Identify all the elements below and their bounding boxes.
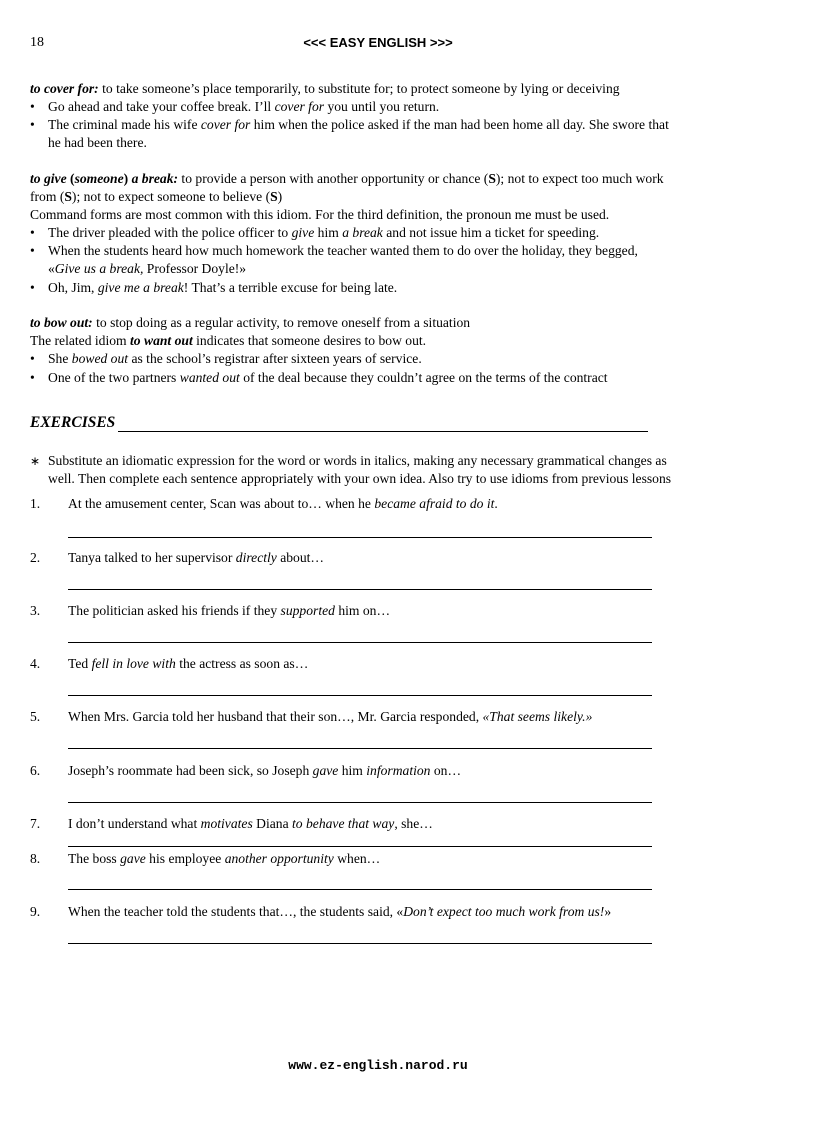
idiom-definition: to cover for: to take someone’s place temporarily, to substitute for; to protect someone by lying or deceiving xyxy=(30,81,620,96)
exercises-heading: EXERCISES xyxy=(30,414,116,431)
idiom-definition: to give (someone) a break: to provide a person with another opportunity or chance (S); not to expect too much work xyxy=(30,171,664,186)
heading-rule xyxy=(118,431,648,432)
exercise-number: 8. xyxy=(30,851,41,866)
exercise-number: 6. xyxy=(30,763,41,778)
answer-line[interactable] xyxy=(68,889,652,890)
example-continuation: he had been there. xyxy=(48,135,147,150)
idiom-term: to give xyxy=(30,171,67,186)
exercise-sentence: The boss gave his employee another opportunity when… xyxy=(68,851,381,866)
answer-line[interactable] xyxy=(68,943,652,944)
example-continuation: «Give us a break, Professor Doyle!» xyxy=(48,261,247,276)
exercise-sentence: Tanya talked to her supervisor directly about… xyxy=(68,550,325,565)
example-item: • Oh, Jim, give me a break! That’s a terrible excuse for being late. xyxy=(30,280,398,295)
page-title: <<< EASY ENGLISH >>> xyxy=(303,35,453,50)
bullet-icon: • xyxy=(30,99,35,114)
answer-line[interactable] xyxy=(68,846,652,847)
example-item: • The criminal made his wife cover for him when the police asked if the man had been home all day. She swore that xyxy=(30,117,669,132)
exercise-sentence: When Mrs. Garcia told her husband that their son…, Mr. Garcia responded, «That seems likely.» xyxy=(68,709,593,724)
exercise-number: 9. xyxy=(30,904,41,919)
asterisk-icon: ∗ xyxy=(30,454,41,468)
exercise-number: 3. xyxy=(30,603,41,618)
answer-line[interactable] xyxy=(68,748,652,749)
answer-line[interactable] xyxy=(68,642,652,643)
related-idiom-note: The related idiom to want out indicates that someone desires to bow out. xyxy=(30,333,427,348)
idiom-term: to cover for: xyxy=(30,81,99,96)
exercise-number: 4. xyxy=(30,656,41,671)
exercise-instructions-continued: well. Then complete each sentence appropriately with your own idea. Also try to use idioms from previous lessons xyxy=(48,471,672,486)
exercise-sentence: Ted fell in love with the actress as soon as… xyxy=(68,656,309,671)
exercise-sentence: The politician asked his friends if they supported him on… xyxy=(68,603,391,618)
answer-line[interactable] xyxy=(68,537,652,538)
answer-line[interactable] xyxy=(68,695,652,696)
exercise-sentence: Joseph’s roommate had been sick, so Joseph gave him information on… xyxy=(68,763,462,778)
bullet-icon: • xyxy=(30,225,35,240)
bullet-icon: • xyxy=(30,351,35,366)
exercise-sentence: I don’t understand what motivates Diana to behave that way, she… xyxy=(68,816,433,831)
exercise-number: 7. xyxy=(30,816,41,831)
idiom-definition: to bow out: to stop doing as a regular activity, to remove oneself from a situation xyxy=(30,315,471,330)
idiom-definition-continued: from (S); not to expect someone to believe (S) xyxy=(30,189,283,204)
bullet-icon: • xyxy=(30,117,35,132)
bullet-icon: • xyxy=(30,243,35,258)
idiom-term: to bow out: xyxy=(30,315,93,330)
page-number: 18 xyxy=(30,35,44,50)
example-item: • When the students heard how much homework the teacher wanted them to do over the holiday, they begged, xyxy=(30,243,638,258)
exercise-number: 5. xyxy=(30,709,41,724)
answer-line[interactable] xyxy=(68,802,652,803)
example-item: • One of the two partners wanted out of the deal because they couldn’t agree on the terms of the contract xyxy=(30,370,608,385)
example-item: • She bowed out as the school’s registrar after sixteen years of service. xyxy=(30,351,422,366)
bullet-icon: • xyxy=(30,370,35,385)
exercise-sentence: At the amusement center, Scan was about to… when he became afraid to do it. xyxy=(68,496,498,511)
exercise-instructions: Substitute an idiomatic expression for the word or words in italics, making any necessary grammatical changes as xyxy=(48,453,667,468)
bullet-icon: • xyxy=(30,280,35,295)
exercise-number: 1. xyxy=(30,496,41,511)
exercise-number: 2. xyxy=(30,550,41,565)
usage-note: Command forms are most common with this idiom. For the third definition, the pronoun me must be used. xyxy=(30,207,610,222)
exercise-sentence: When the teacher told the students that…, the students said, «Don’t expect too much work from us!» xyxy=(68,904,612,919)
example-item: • The driver pleaded with the police officer to give him a break and not issue him a ticket for speeding. xyxy=(30,225,600,240)
answer-line[interactable] xyxy=(68,589,652,590)
example-item: • Go ahead and take your coffee break. I’ll cover for you until you return. xyxy=(30,99,440,114)
footer-url[interactable]: www.ez-english.narod.ru xyxy=(288,1058,468,1073)
